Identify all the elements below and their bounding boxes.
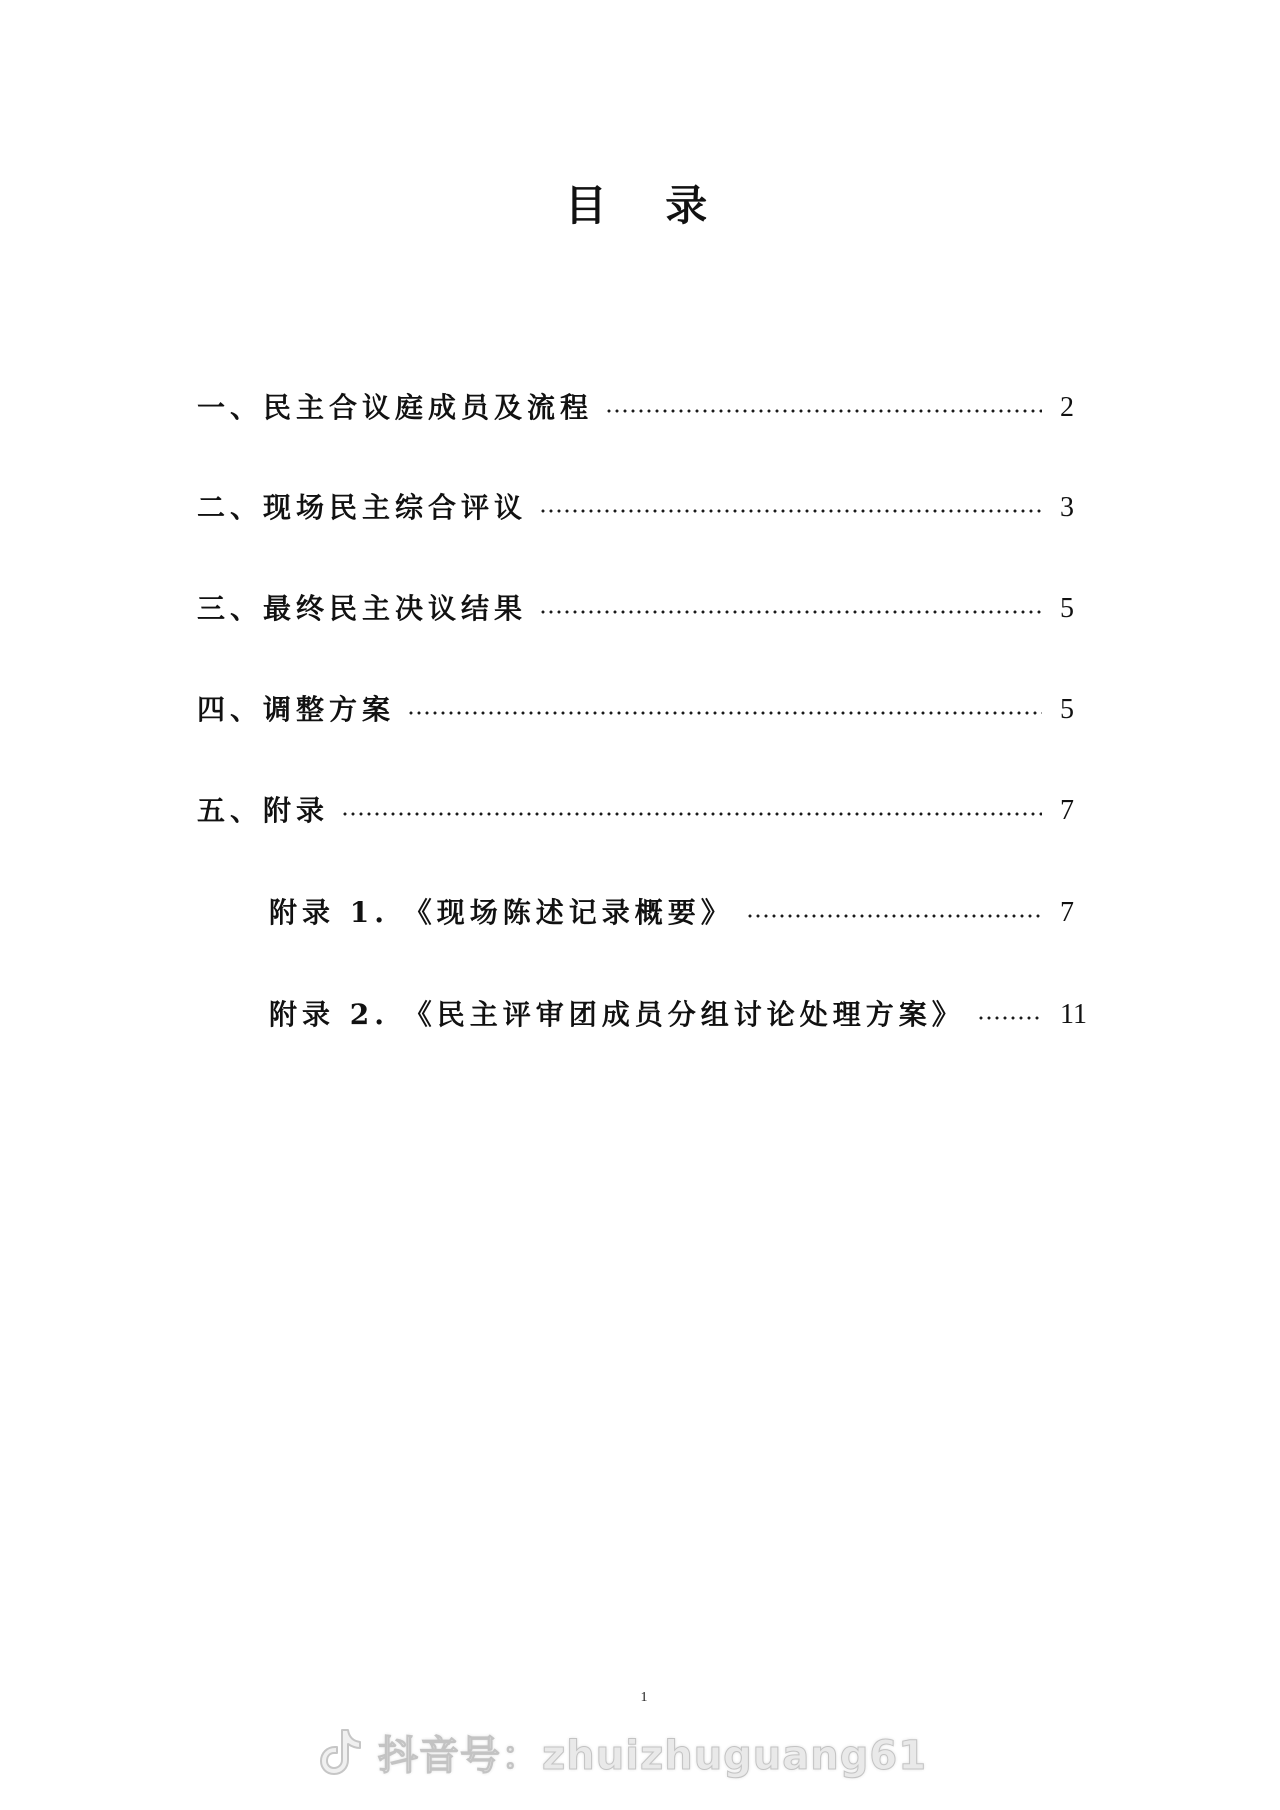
toc-title: 目 录 [564, 181, 730, 230]
toc-entry[interactable] [197, 486, 1100, 530]
toc-entry[interactable] [197, 789, 1100, 833]
toc-entry-label: 五、附录 [197, 794, 330, 827]
toc-entry-page: 5 [1060, 593, 1074, 624]
toc-entry-label: 一、民主合议庭成员及流程 [197, 391, 594, 424]
watermark-text: 抖音号：zhuizhuguang61 [378, 1732, 928, 1779]
toc-appendix-entry[interactable] [269, 993, 1100, 1037]
toc-entry-label: 二、现场民主综合评议 [197, 491, 528, 524]
toc-entry-label: 附录 2. 《民主评审团成员分组讨论处理方案》 [269, 998, 965, 1031]
dot-leader [341, 812, 1042, 816]
dot-leader [539, 509, 1042, 513]
toc-entry-page: 7 [1060, 897, 1074, 928]
toc-entry-label: 四、调整方案 [197, 693, 396, 726]
toc-entry-page: 3 [1060, 492, 1074, 523]
watermark [318, 1722, 927, 1782]
toc-entry-label: 附录 1. 《现场陈述记录概要》 [269, 896, 734, 929]
dot-leader [977, 1016, 1042, 1020]
toc-appendix-entry[interactable] [269, 891, 1100, 935]
page-number: 1 [640, 1690, 648, 1705]
toc-entry-label: 三、最终民主决议结果 [197, 592, 528, 625]
dot-leader [605, 409, 1042, 413]
toc-entry-page: 7 [1060, 795, 1074, 826]
toc-entry-page: 5 [1060, 694, 1074, 725]
toc-entry[interactable] [197, 386, 1100, 430]
dot-leader [746, 914, 1042, 918]
toc-entry[interactable] [197, 587, 1100, 631]
tiktok-icon [318, 1726, 364, 1778]
dot-leader [407, 711, 1042, 715]
toc-entry[interactable] [197, 688, 1100, 732]
dot-leader [539, 610, 1042, 614]
toc-entry-page: 11 [1060, 999, 1087, 1030]
toc-entry-page: 2 [1060, 392, 1074, 423]
